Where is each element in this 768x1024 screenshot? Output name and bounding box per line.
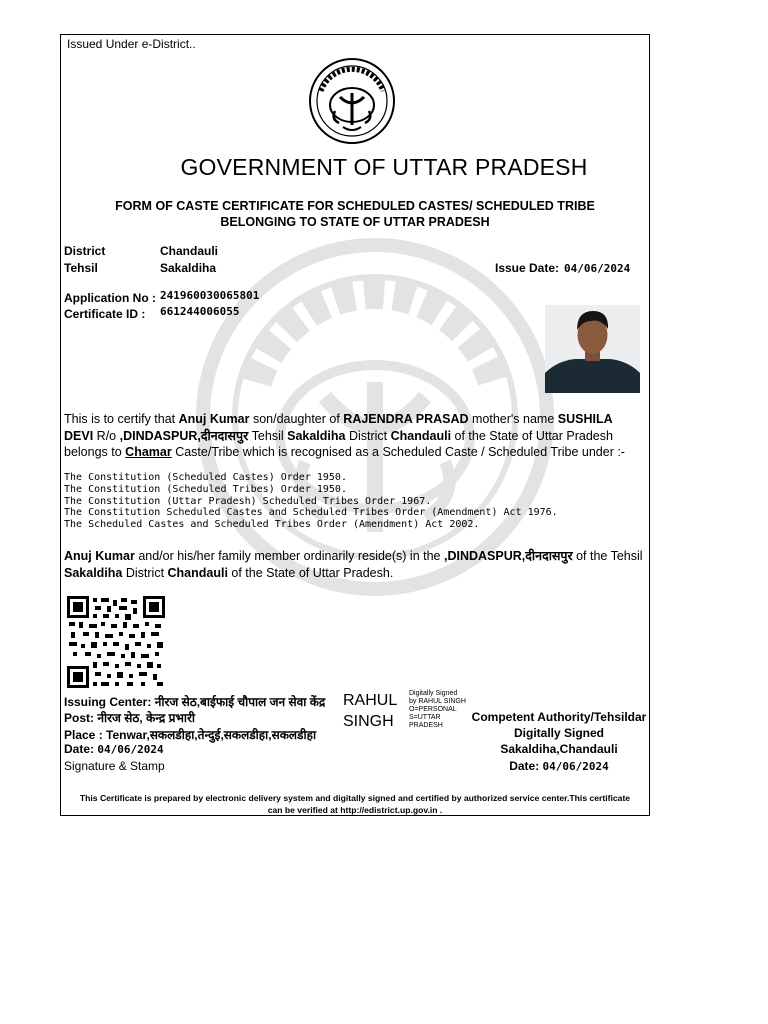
residence-text: District: [122, 565, 168, 580]
footer-line1: This Certificate is prepared by electronic delivery system and digitally signed and certified by authorized service center.This certificate: [79, 793, 631, 803]
residence-text: of the Tehsil: [572, 549, 643, 563]
act-item: The Scheduled Castes and Scheduled Tribes Order (Amendment) Act 2002.: [64, 519, 480, 531]
caste-name: Chamar: [125, 445, 172, 459]
certify-text: of the State of Uttar Pradesh belongs to: [64, 428, 613, 459]
tehsil-name: Sakaldiha: [64, 565, 123, 580]
district-name: Chandauli: [167, 565, 228, 580]
issuing-center-value: नीरज सेठ,बाईफाई चौपाल जन सेवा केंद्र: [151, 695, 326, 709]
date-value: 04/06/2024: [97, 743, 164, 756]
residence-paragraph: [64, 548, 644, 581]
signer-last-name: SINGH: [343, 713, 394, 730]
authority-date-value: 04/06/2024: [542, 760, 609, 773]
post-label: Post:: [64, 711, 94, 725]
signer-first-name: RAHUL: [343, 692, 398, 709]
residence-text: and/or his/her family member ordinarily reside(s) in the: [134, 549, 444, 563]
certify-text: son/daughter of: [249, 412, 344, 426]
certify-paragraph: [64, 411, 644, 461]
village-name: ,DINDASPUR,दीनदासपुर: [119, 428, 249, 443]
village-name: ,DINDASPUR,दीनदासपुर: [444, 549, 573, 563]
certificate-id-label: Certificate ID :: [64, 307, 146, 321]
certificate-id-value: 661244006055: [160, 305, 240, 318]
acts-list: [64, 472, 558, 531]
application-value: 241960030065801: [160, 289, 260, 302]
certify-text: This is to certify that: [64, 412, 179, 426]
footer-line2: can be verified at http://edistrict.up.gov.in .: [267, 805, 443, 815]
issuing-center: [64, 693, 325, 710]
act-item: The Constitution (Scheduled Tribes) Order 1950.: [64, 483, 347, 495]
form-title: [60, 198, 650, 230]
act-item: The Constitution (Uttar Pradesh) Scheduled Tribes Order 1967.: [64, 495, 432, 507]
residence-text: of the State of Uttar Pradesh.: [227, 565, 394, 580]
mother-name: SUSHILA DEVI: [64, 412, 613, 443]
authority-title: Competent Authority/Tehsildar: [471, 710, 647, 724]
issuing-place: [64, 726, 316, 743]
authority-location: Sakaldiha,Chandauli: [500, 742, 618, 756]
qr-code[interactable]: [67, 596, 165, 688]
authority-signed: Digitally Signed: [513, 726, 604, 740]
signature-line: by RAHUL SINGH: [409, 698, 466, 705]
signature-line: S=UTTAR: [409, 714, 441, 721]
tehsil-value: Sakaldiha: [160, 261, 217, 275]
tehsil-name: Sakaldiha: [287, 428, 346, 443]
government-title: GOVERNMENT OF UTTAR PRADESH: [180, 154, 588, 180]
certify-text: mother's name: [468, 412, 558, 426]
district-value: Chandauli: [160, 244, 219, 258]
form-title-line2: BELONGING TO STATE OF UTTAR PRADESH: [220, 215, 490, 229]
issue-date-label: Issue Date:: [495, 261, 560, 275]
certificate-footer: [60, 792, 650, 816]
certify-text: R/o: [93, 428, 120, 443]
applicant-name: Anuj Kumar: [178, 412, 250, 426]
signature-line: O=PERSONAL: [409, 706, 457, 713]
issuing-center-label: Issuing Center:: [64, 695, 152, 709]
authority-date: [470, 759, 648, 773]
form-title-line1: FORM OF CASTE CERTIFICATE FOR SCHEDULED CASTES/ SCHEDULED TRIBE: [115, 199, 595, 213]
signature-stamp: Signature & Stamp: [64, 759, 165, 773]
certify-text: Tehsil: [248, 428, 288, 443]
signature-line: PRADESH: [409, 722, 443, 729]
tehsil-label: Tehsil: [64, 261, 98, 275]
applicant-photo: [545, 305, 640, 393]
act-item: The Constitution (Scheduled Castes) Order 1950.: [64, 472, 347, 483]
date-label: Date:: [64, 742, 98, 756]
act-item: The Constitution Scheduled Castes and Scheduled Tribes Order (Amendment) Act 1976.: [64, 507, 558, 519]
place-label: Place :: [64, 728, 107, 742]
application-label: Application No :: [64, 291, 156, 305]
district-name: Chandauli: [390, 428, 452, 443]
up-government-emblem: [307, 57, 397, 145]
certify-text: District: [345, 428, 391, 443]
issuing-date: [64, 742, 164, 756]
issued-under-text: Issued Under e-District..: [67, 37, 196, 51]
certify-text: Caste/Tribe which is recognised as a Scheduled Caste / Scheduled Tribe under :-: [171, 445, 625, 459]
issuing-post: [64, 709, 195, 726]
digital-signature-details: [409, 690, 466, 730]
district-label: District: [64, 244, 106, 258]
issue-date-value: 04/06/2024: [564, 262, 631, 275]
father-name: RAJENDRA PRASAD: [343, 412, 469, 426]
post-value: नीरज सेठ, केन्द्र प्रभारी: [94, 711, 196, 725]
place-value: Tenwar,सकलडीहा,तेन्दुई,सकलडीहा,सकलडीहा: [106, 728, 317, 742]
signature-line: Digitally Signed: [409, 690, 458, 697]
authority-date-label: Date:: [509, 759, 543, 773]
applicant-name: Anuj Kumar: [64, 549, 135, 563]
